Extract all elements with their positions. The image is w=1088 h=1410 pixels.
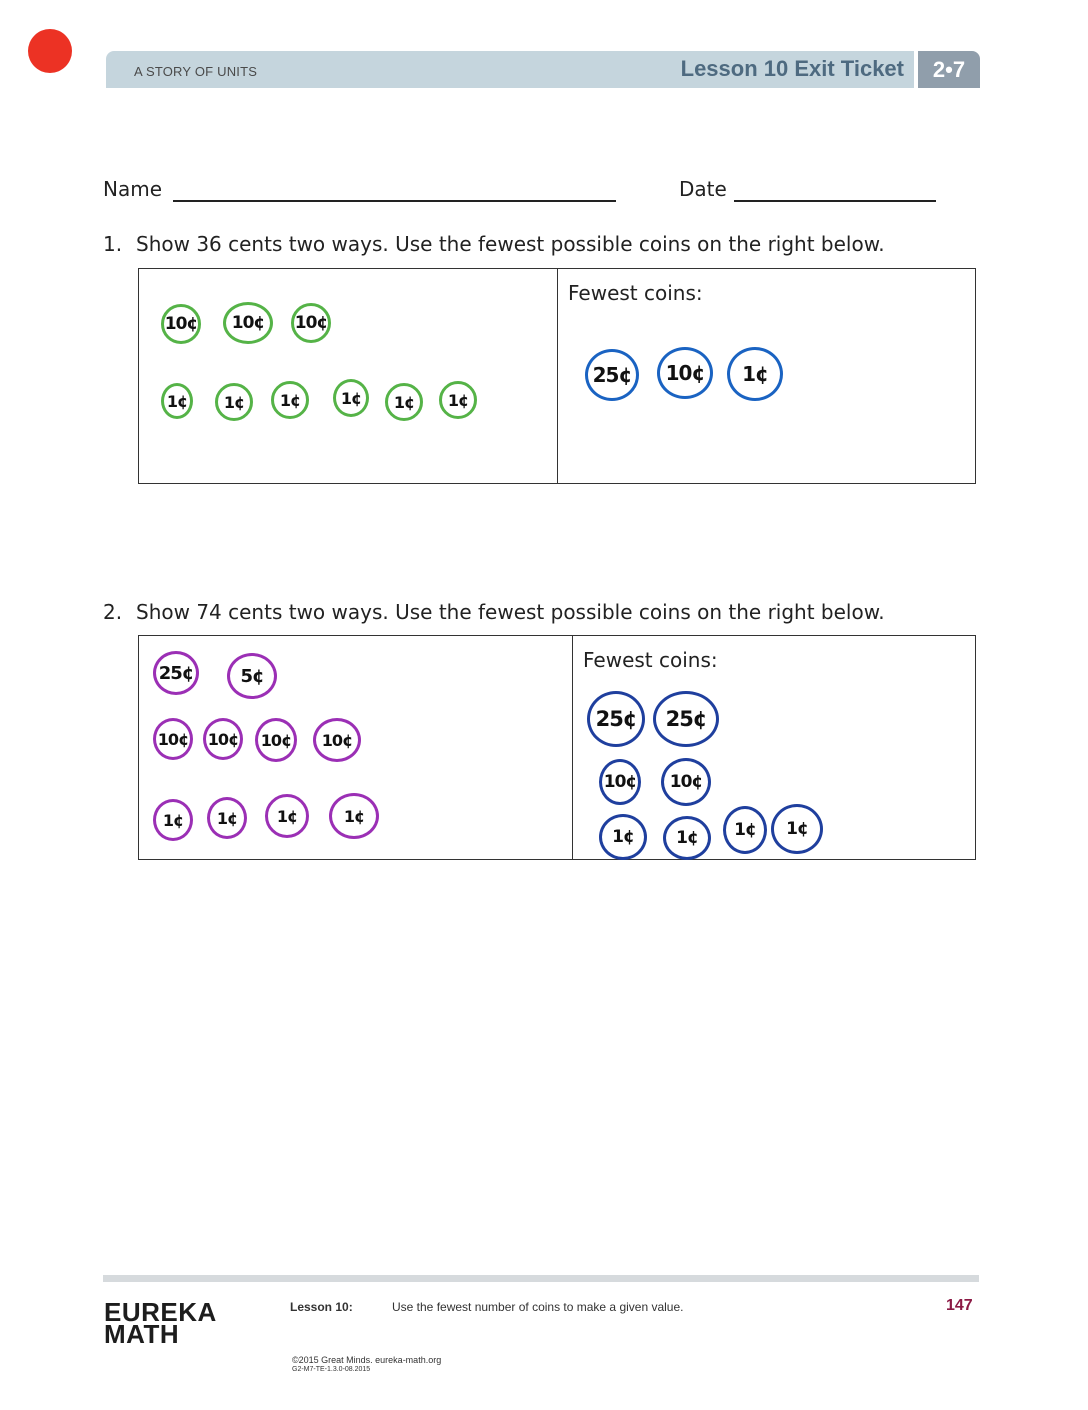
- coin-q2-left-1: 25¢: [153, 651, 199, 695]
- coin-q2-right-6: 1¢: [663, 816, 711, 860]
- coin-q1-right-2: 10¢: [657, 347, 713, 399]
- coin-q1-left-3: 10¢: [291, 303, 331, 343]
- name-field[interactable]: [173, 200, 616, 202]
- question-1-answer-box: [138, 268, 976, 484]
- lesson-title: Lesson 10 Exit Ticket: [680, 56, 904, 81]
- coin-q1-left-4: 1¢: [161, 383, 193, 419]
- question-1-number: 1.: [103, 232, 123, 256]
- coin-q2-left-9: 1¢: [265, 794, 309, 838]
- footer-lesson-description: Use the fewest number of coins to make a given value.: [392, 1300, 684, 1314]
- logo-line-1: EUREKA: [104, 1297, 217, 1327]
- coin-q2-right-1: 25¢: [587, 691, 645, 747]
- copyright: ©2015 Great Minds. eureka-math.org: [292, 1355, 442, 1365]
- coin-q2-right-7: 1¢: [723, 806, 767, 854]
- question-2-left-cell[interactable]: [139, 636, 572, 859]
- red-dot-marker: [28, 29, 72, 73]
- question-2-number: 2.: [103, 600, 123, 624]
- page-number: 147: [946, 1297, 973, 1314]
- coin-q2-right-3: 10¢: [599, 759, 641, 805]
- question-2-text: Show 74 cents two ways. Use the fewest possible coins on the right below.: [136, 600, 885, 624]
- question-1-left-cell[interactable]: [139, 269, 557, 483]
- coin-q2-right-5: 1¢: [599, 814, 647, 860]
- coin-q1-right-1: 25¢: [585, 349, 639, 401]
- coin-q1-right-3: 1¢: [727, 347, 783, 401]
- name-label: Name: [103, 177, 163, 201]
- coin-q1-left-2: 10¢: [223, 302, 273, 344]
- header-bar: [106, 51, 914, 88]
- coin-q2-left-8: 1¢: [207, 797, 247, 839]
- series-label: A STORY OF UNITS: [134, 64, 258, 79]
- coin-q2-left-3: 10¢: [153, 718, 193, 760]
- document-code: G2-M7-TE-1.3.0-08.2015: [292, 1366, 371, 1373]
- footer-rule: [103, 1275, 979, 1282]
- coin-q2-right-8: 1¢: [771, 804, 823, 854]
- date-label: Date: [679, 177, 727, 201]
- coin-q1-left-7: 1¢: [333, 379, 369, 417]
- question-2-fewest-label: Fewest coins:: [583, 648, 718, 672]
- coin-q1-left-8: 1¢: [385, 383, 423, 421]
- question-1-right-cell[interactable]: [557, 269, 975, 483]
- date-field[interactable]: [734, 200, 936, 202]
- coin-q1-left-6: 1¢: [271, 381, 309, 419]
- coin-q2-left-5: 10¢: [255, 718, 297, 762]
- eureka-math-logo: [104, 1297, 217, 1349]
- coin-q2-left-4: 10¢: [203, 718, 243, 760]
- coin-q2-left-6: 10¢: [313, 718, 361, 762]
- coin-q2-left-7: 1¢: [153, 799, 193, 841]
- coin-q2-right-2: 25¢: [653, 691, 719, 747]
- coin-q2-left-10: 1¢: [329, 793, 379, 839]
- footer-lesson-label: Lesson 10:: [290, 1300, 353, 1314]
- grade-badge: 2•7: [918, 51, 980, 88]
- question-2-right-cell[interactable]: [572, 636, 975, 859]
- question-1-fewest-label: Fewest coins:: [568, 281, 703, 305]
- coin-q2-right-4: 10¢: [661, 758, 711, 806]
- coin-q1-left-5: 1¢: [215, 383, 253, 421]
- coin-q2-left-2: 5¢: [227, 653, 277, 699]
- question-2-answer-box: [138, 635, 976, 860]
- coin-q1-left-9: 1¢: [439, 381, 477, 419]
- coin-q1-left-1: 10¢: [161, 304, 201, 344]
- question-1-text: Show 36 cents two ways. Use the fewest possible coins on the right below.: [136, 232, 885, 256]
- logo-line-2: MATH: [104, 1319, 180, 1349]
